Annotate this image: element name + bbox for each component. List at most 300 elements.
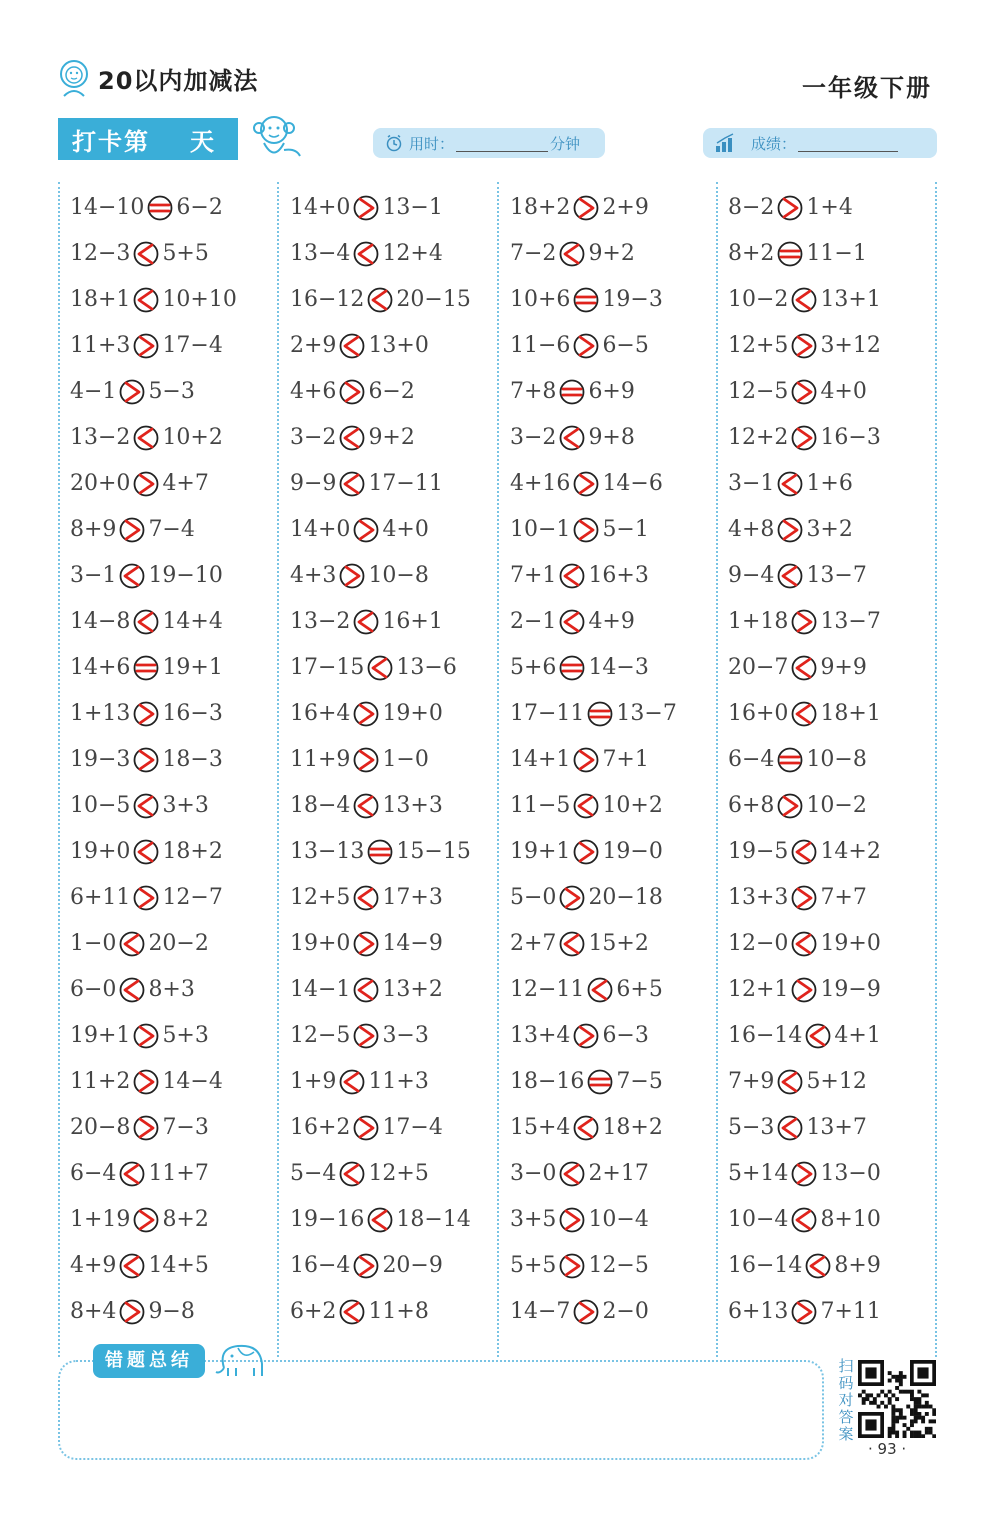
left-expression: 17−15 — [290, 655, 365, 680]
greater-than-mark — [132, 1022, 160, 1050]
less-than-mark — [118, 1252, 146, 1280]
greater-than-mark — [572, 470, 600, 498]
left-expression: 3−1 — [728, 471, 775, 496]
left-expression: 18−4 — [290, 793, 351, 818]
right-expression: 13+1 — [820, 287, 881, 312]
right-expression: 13−6 — [396, 655, 457, 680]
right-expression: 11+7 — [148, 1161, 209, 1186]
left-expression: 5+5 — [510, 1253, 557, 1278]
exercise-row — [70, 1243, 209, 1289]
greater-than-mark — [572, 838, 600, 866]
exercise-row — [290, 507, 429, 553]
right-expression: 6−3 — [602, 1023, 649, 1048]
left-expression: 4+8 — [728, 517, 775, 542]
exercise-row — [290, 599, 443, 645]
right-expression: 11+3 — [368, 1069, 429, 1094]
banner-text-day-prefix: 打卡第 — [72, 127, 150, 156]
left-expression: 14+0 — [290, 517, 351, 542]
exercise-row — [70, 599, 223, 645]
exercise-row — [290, 1243, 443, 1289]
right-expression: 10+2 — [162, 425, 223, 450]
equal-mark — [572, 286, 600, 314]
less-than-mark — [558, 424, 586, 452]
right-expression: 16−3 — [162, 701, 223, 726]
left-expression: 1−0 — [70, 931, 117, 956]
left-expression: 12−3 — [70, 241, 131, 266]
exercise-row — [728, 645, 867, 691]
less-than-mark — [338, 1298, 366, 1326]
left-expression: 10−2 — [728, 287, 789, 312]
greater-than-mark — [132, 746, 160, 774]
right-expression: 13+7 — [806, 1115, 867, 1140]
exercise-row — [70, 1013, 209, 1059]
left-expression: 8+9 — [70, 517, 117, 542]
exercise-row — [510, 875, 663, 921]
right-expression: 11+8 — [368, 1299, 429, 1324]
right-expression: 16+1 — [382, 609, 443, 634]
greater-than-mark — [572, 1022, 600, 1050]
exercise-row — [510, 967, 663, 1013]
left-expression: 7+1 — [510, 563, 557, 588]
greater-than-mark — [790, 378, 818, 406]
exercise-row — [70, 461, 209, 507]
exercise-row — [728, 921, 881, 967]
left-expression: 6−0 — [70, 977, 117, 1002]
exercise-row — [728, 783, 867, 829]
right-expression: 18+1 — [820, 701, 881, 726]
less-than-mark — [352, 240, 380, 268]
right-expression: 6−5 — [602, 333, 649, 358]
left-expression: 14−10 — [70, 195, 145, 220]
less-than-mark — [352, 884, 380, 912]
right-expression: 17+3 — [382, 885, 443, 910]
left-expression: 12+5 — [728, 333, 789, 358]
exercise-row — [290, 1059, 429, 1105]
right-expression: 7+1 — [602, 747, 649, 772]
right-expression: 8+3 — [148, 977, 195, 1002]
exercise-row — [510, 1059, 663, 1105]
right-expression: 13+3 — [382, 793, 443, 818]
greater-than-mark — [776, 516, 804, 544]
greater-than-mark — [118, 1298, 146, 1326]
exercise-row — [728, 1013, 881, 1059]
right-expression: 13+2 — [382, 977, 443, 1002]
exercise-row — [290, 737, 429, 783]
less-than-mark — [366, 654, 394, 682]
right-expression: 10−8 — [368, 563, 429, 588]
right-expression: 9+8 — [588, 425, 635, 450]
left-expression: 12−0 — [728, 931, 789, 956]
less-than-mark — [352, 608, 380, 636]
left-expression: 6−4 — [728, 747, 775, 772]
less-than-mark — [790, 286, 818, 314]
greater-than-mark — [558, 1252, 586, 1280]
right-expression: 14+4 — [162, 609, 223, 634]
greater-than-mark — [790, 976, 818, 1004]
left-expression: 4+3 — [290, 563, 337, 588]
right-expression: 13−1 — [382, 195, 443, 220]
right-expression: 12+4 — [382, 241, 443, 266]
less-than-mark — [132, 838, 160, 866]
exercise-row — [510, 921, 649, 967]
bar-chart-icon — [715, 133, 737, 153]
greater-than-mark — [790, 332, 818, 360]
left-expression: 19+1 — [70, 1023, 131, 1048]
less-than-mark — [352, 792, 380, 820]
exercise-row — [728, 553, 867, 599]
score-label: 成绩： — [751, 134, 797, 153]
greater-than-mark — [338, 378, 366, 406]
exercise-row — [70, 737, 223, 783]
exercise-row — [70, 1059, 223, 1105]
left-expression: 16+2 — [290, 1115, 351, 1140]
exercise-row — [290, 829, 471, 875]
right-expression: 17−4 — [382, 1115, 443, 1140]
right-expression: 12−5 — [588, 1253, 649, 1278]
less-than-mark — [776, 1114, 804, 1142]
elephant-icon — [214, 1338, 270, 1380]
exercise-row — [290, 967, 443, 1013]
qr-code-icon[interactable] — [858, 1360, 936, 1438]
left-expression: 13−13 — [290, 839, 365, 864]
left-expression: 14−1 — [290, 977, 351, 1002]
exercise-row — [728, 323, 881, 369]
right-expression: 18+2 — [162, 839, 223, 864]
less-than-mark — [790, 1206, 818, 1234]
exercise-row — [510, 553, 649, 599]
greater-than-mark — [352, 1114, 380, 1142]
column-divider — [716, 182, 718, 1357]
right-expression: 4+1 — [834, 1023, 881, 1048]
left-expression: 13−2 — [70, 425, 131, 450]
greater-than-mark — [790, 1298, 818, 1326]
greater-than-mark — [132, 700, 160, 728]
right-expression: 10+2 — [602, 793, 663, 818]
right-expression: 6−2 — [176, 195, 223, 220]
exercise-row — [510, 1013, 649, 1059]
right-expression: 8+2 — [162, 1207, 209, 1232]
right-expression: 14+2 — [820, 839, 881, 864]
left-expression: 16−14 — [728, 1253, 803, 1278]
right-expression: 13−7 — [616, 701, 677, 726]
exercise-row — [510, 415, 635, 461]
left-expression: 15+4 — [510, 1115, 571, 1140]
column-divider — [935, 182, 937, 1357]
left-expression: 16−14 — [728, 1023, 803, 1048]
left-expression: 18+2 — [510, 195, 571, 220]
left-expression: 3+5 — [510, 1207, 557, 1232]
left-expression: 16+4 — [290, 701, 351, 726]
right-expression: 7−4 — [148, 517, 195, 542]
right-expression: 19−9 — [820, 977, 881, 1002]
less-than-mark — [366, 286, 394, 314]
left-expression: 19+1 — [510, 839, 571, 864]
exercise-row — [290, 691, 443, 737]
exercise-row — [510, 231, 635, 277]
equal-mark — [776, 240, 804, 268]
exercise-row — [290, 415, 415, 461]
left-expression: 13−2 — [290, 609, 351, 634]
left-expression: 10−4 — [728, 1207, 789, 1232]
greater-than-mark — [572, 332, 600, 360]
greater-than-mark — [132, 470, 160, 498]
right-expression: 7−5 — [616, 1069, 663, 1094]
left-expression: 12−5 — [290, 1023, 351, 1048]
exercise-row — [728, 461, 853, 507]
exercise-row — [510, 369, 635, 415]
left-expression: 20−7 — [728, 655, 789, 680]
less-than-mark — [338, 470, 366, 498]
exercise-row — [290, 783, 443, 829]
right-expression: 15+2 — [588, 931, 649, 956]
exercise-row — [510, 1197, 649, 1243]
greater-than-mark — [352, 700, 380, 728]
less-than-mark — [790, 700, 818, 728]
greater-than-mark — [558, 1206, 586, 1234]
left-expression: 19−16 — [290, 1207, 365, 1232]
right-expression: 19−0 — [602, 839, 663, 864]
equal-mark — [586, 700, 614, 728]
left-expression: 11+9 — [290, 747, 351, 772]
left-expression: 7+8 — [510, 379, 557, 404]
exercise-row — [70, 691, 223, 737]
right-expression: 4+0 — [382, 517, 429, 542]
left-expression: 14+6 — [70, 655, 131, 680]
exercise-row — [290, 277, 471, 323]
right-expression: 18−3 — [162, 747, 223, 772]
right-expression: 6+5 — [616, 977, 663, 1002]
exercise-row — [728, 277, 881, 323]
right-expression: 1−0 — [382, 747, 429, 772]
less-than-mark — [338, 424, 366, 452]
equal-mark — [146, 194, 174, 222]
left-expression: 10−5 — [70, 793, 131, 818]
right-expression: 16−3 — [820, 425, 881, 450]
less-than-mark — [558, 930, 586, 958]
score-blank[interactable] — [798, 135, 898, 152]
exercise-row — [728, 1197, 881, 1243]
left-expression: 12+5 — [290, 885, 351, 910]
right-expression: 19+0 — [382, 701, 443, 726]
right-expression: 5+5 — [162, 241, 209, 266]
right-expression: 4+7 — [162, 471, 209, 496]
right-expression: 9−8 — [148, 1299, 195, 1324]
exercise-row — [728, 829, 881, 875]
left-expression: 6+8 — [728, 793, 775, 818]
exercise-row — [728, 507, 853, 553]
exercise-row — [510, 691, 677, 737]
exercise-row — [70, 323, 223, 369]
time-blank[interactable] — [456, 135, 548, 152]
greater-than-mark — [572, 746, 600, 774]
book-title: 20以内加减法 — [98, 66, 259, 95]
exercise-row — [70, 277, 237, 323]
right-expression: 3−3 — [382, 1023, 429, 1048]
left-expression: 12+2 — [728, 425, 789, 450]
clock-icon — [385, 134, 403, 152]
greater-than-mark — [118, 516, 146, 544]
left-expression: 8+2 — [728, 241, 775, 266]
greater-than-mark — [790, 608, 818, 636]
less-than-mark — [338, 1068, 366, 1096]
left-expression: 19−5 — [728, 839, 789, 864]
exercise-row — [290, 461, 443, 507]
equal-mark — [776, 746, 804, 774]
left-expression: 2+9 — [290, 333, 337, 358]
exercise-row — [510, 323, 649, 369]
greater-than-mark — [790, 884, 818, 912]
exercise-row — [728, 1105, 867, 1151]
exercise-row — [290, 1013, 429, 1059]
right-expression: 14+5 — [148, 1253, 209, 1278]
right-expression: 14−4 — [162, 1069, 223, 1094]
exercise-row — [70, 875, 223, 921]
right-expression: 13−0 — [820, 1161, 881, 1186]
left-expression: 16+0 — [728, 701, 789, 726]
less-than-mark — [790, 654, 818, 682]
left-expression: 12+1 — [728, 977, 789, 1002]
exercise-row — [70, 369, 195, 415]
left-expression: 19+0 — [290, 931, 351, 956]
exercise-row — [70, 507, 195, 553]
monkey-icon — [248, 112, 304, 164]
exercise-row — [290, 921, 443, 967]
left-expression: 1+13 — [70, 701, 131, 726]
left-expression: 1+19 — [70, 1207, 131, 1232]
right-expression: 17−4 — [162, 333, 223, 358]
left-expression: 6+2 — [290, 1299, 337, 1324]
exercise-row — [728, 1243, 881, 1289]
less-than-mark — [132, 608, 160, 636]
exercise-row — [290, 553, 429, 599]
exercise-row — [510, 461, 663, 507]
exercise-row — [728, 1059, 867, 1105]
greater-than-mark — [352, 930, 380, 958]
left-expression: 4+9 — [70, 1253, 117, 1278]
right-expression: 9+2 — [588, 241, 635, 266]
right-expression: 5−1 — [602, 517, 649, 542]
left-expression: 16−4 — [290, 1253, 351, 1278]
greater-than-mark — [572, 194, 600, 222]
left-expression: 19+0 — [70, 839, 131, 864]
left-expression: 13+3 — [728, 885, 789, 910]
right-expression: 20−15 — [396, 287, 471, 312]
exercise-row — [728, 599, 881, 645]
less-than-mark — [558, 608, 586, 636]
exercise-row — [290, 369, 415, 415]
right-expression: 14−9 — [382, 931, 443, 956]
right-expression: 3+3 — [162, 793, 209, 818]
time-field — [373, 128, 605, 158]
scan-for-answers-label: 扫码对答案 — [838, 1357, 854, 1443]
greater-than-mark — [790, 1160, 818, 1188]
right-expression: 3+2 — [806, 517, 853, 542]
time-label: 用时： — [409, 134, 455, 153]
exercise-row — [290, 1151, 429, 1197]
less-than-mark — [572, 792, 600, 820]
greater-than-mark — [132, 1206, 160, 1234]
left-expression: 5−3 — [728, 1115, 775, 1140]
score-field — [703, 128, 937, 158]
right-expression: 15−15 — [396, 839, 471, 864]
left-expression: 18+1 — [70, 287, 131, 312]
right-expression: 12+5 — [368, 1161, 429, 1186]
left-expression: 11+3 — [70, 333, 131, 358]
right-expression: 4+0 — [820, 379, 867, 404]
mistake-summary-label: 错题总结 — [93, 1344, 205, 1378]
greater-than-mark — [118, 378, 146, 406]
greater-than-mark — [352, 516, 380, 544]
greater-than-mark — [790, 424, 818, 452]
greater-than-mark — [132, 1114, 160, 1142]
left-expression: 16−12 — [290, 287, 365, 312]
right-expression: 9+2 — [368, 425, 415, 450]
left-expression: 14+0 — [290, 195, 351, 220]
exercise-row — [70, 1289, 195, 1335]
left-expression: 11−6 — [510, 333, 571, 358]
less-than-mark — [338, 332, 366, 360]
less-than-mark — [776, 562, 804, 590]
exercise-row — [510, 829, 663, 875]
page-number: · 93 · — [868, 1440, 907, 1458]
greater-than-mark — [572, 516, 600, 544]
greater-than-mark — [132, 1068, 160, 1096]
right-expression: 7+7 — [820, 885, 867, 910]
exercise-row — [70, 967, 195, 1013]
exercise-row — [728, 415, 881, 461]
left-expression: 13+4 — [510, 1023, 571, 1048]
exercise-row — [510, 185, 649, 231]
right-expression: 20−18 — [588, 885, 663, 910]
less-than-mark — [776, 470, 804, 498]
less-than-mark — [352, 976, 380, 1004]
less-than-mark — [132, 792, 160, 820]
right-expression: 6−2 — [368, 379, 415, 404]
equal-mark — [132, 654, 160, 682]
right-expression: 8+10 — [820, 1207, 881, 1232]
exercise-row — [70, 1151, 209, 1197]
checkin-banner — [58, 118, 238, 160]
exercise-row — [70, 415, 223, 461]
greater-than-mark — [776, 792, 804, 820]
right-expression: 7+11 — [820, 1299, 881, 1324]
left-expression: 5−0 — [510, 885, 557, 910]
greater-than-mark — [352, 1252, 380, 1280]
left-expression: 6+13 — [728, 1299, 789, 1324]
left-expression: 7−2 — [510, 241, 557, 266]
exercise-row — [70, 185, 223, 231]
right-expression: 19−3 — [602, 287, 663, 312]
exercise-row — [510, 599, 635, 645]
left-expression: 10−1 — [510, 517, 571, 542]
exercise-row — [510, 783, 663, 829]
grade-label: 一年级下册 — [802, 74, 932, 102]
left-expression: 11+2 — [70, 1069, 131, 1094]
less-than-mark — [118, 976, 146, 1004]
exercise-row — [728, 967, 881, 1013]
greater-than-mark — [132, 884, 160, 912]
left-expression: 5−4 — [290, 1161, 337, 1186]
exercise-row — [510, 1243, 649, 1289]
right-expression: 16+3 — [588, 563, 649, 588]
right-expression: 6+9 — [588, 379, 635, 404]
right-expression: 2+9 — [602, 195, 649, 220]
right-expression: 12−7 — [162, 885, 223, 910]
exercise-row — [70, 783, 209, 829]
less-than-mark — [118, 930, 146, 958]
greater-than-mark — [132, 332, 160, 360]
right-expression: 1+4 — [806, 195, 853, 220]
